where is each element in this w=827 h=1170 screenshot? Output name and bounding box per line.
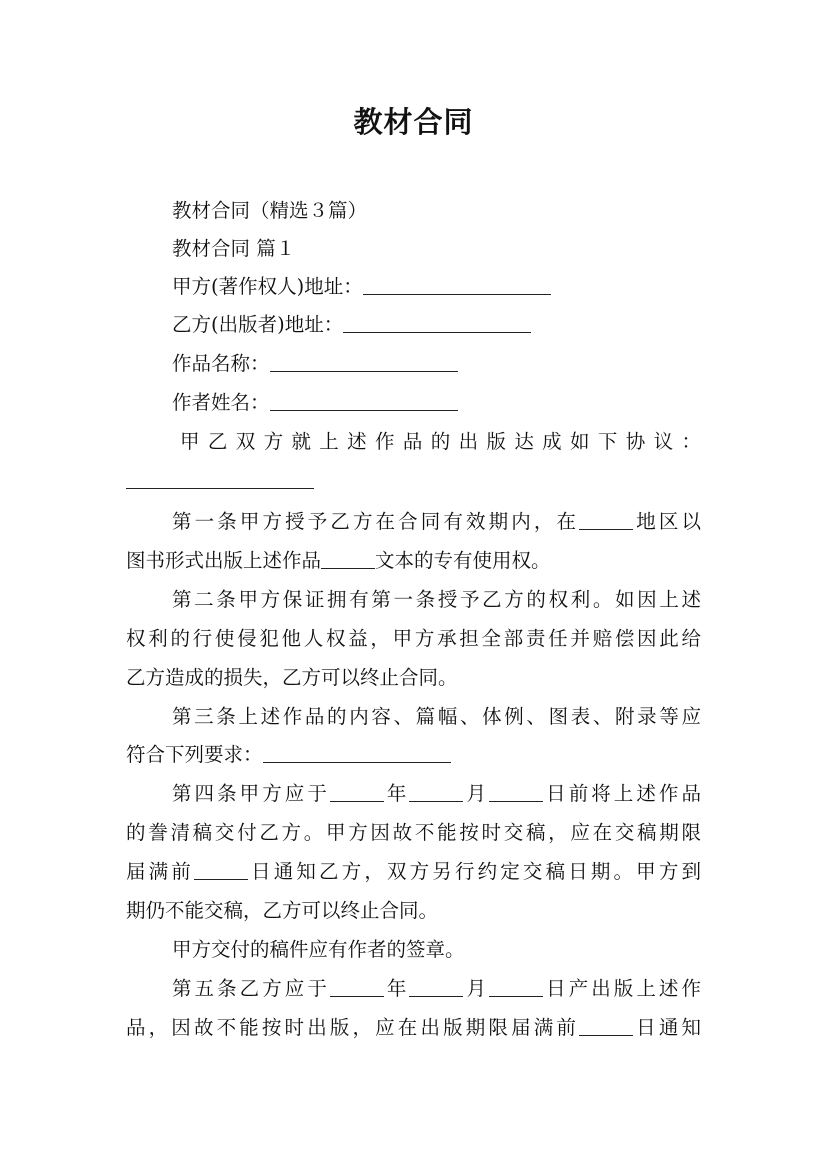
clause-1-line-2	[126, 542, 701, 580]
text: 第五条乙方应于	[172, 977, 330, 1000]
signature-note-line	[126, 931, 747, 969]
text: 教材合同（精选３篇）	[172, 199, 368, 222]
text: 第四条甲方应于	[172, 782, 330, 805]
clause-4-line-3	[126, 853, 701, 891]
clause-4-line-2	[126, 814, 701, 852]
text: 月	[463, 782, 490, 805]
clause-2-line-1	[126, 581, 701, 619]
blank-field	[263, 740, 451, 763]
work-name-line	[126, 345, 747, 383]
text: 第三条上述作品的内容、篇幅、体例、图表、附录等应	[172, 705, 701, 728]
text: 教材合同 篇１	[172, 237, 296, 260]
text: 乙方(出版者)地址：	[172, 313, 344, 336]
text: 甲方交付的稿件应有作者的签章。	[172, 938, 465, 961]
party-a-address-line	[126, 268, 747, 306]
text: 作者姓名：	[172, 391, 270, 414]
blank-field	[409, 974, 463, 997]
text: 文本的专有使用权。	[375, 549, 551, 572]
blank-field	[194, 857, 248, 880]
text: 日前将上述作品	[543, 782, 701, 805]
party-b-address-line	[126, 306, 747, 344]
text: 届满前	[126, 860, 194, 883]
text: 年	[383, 782, 410, 805]
section-heading	[126, 230, 747, 268]
blank-field	[409, 779, 463, 802]
text: 甲方(著作权人)地址：	[172, 275, 363, 298]
clause-3-line-2	[126, 736, 701, 774]
text: 甲乙双方就上述作品的出版达成如下协议：	[180, 430, 701, 453]
document-title: 教材合同	[353, 105, 474, 139]
text: 的誊清稿交付乙方。甲方因故不能按时交稿，应在交稿期限	[126, 821, 701, 844]
blank-field	[270, 349, 458, 372]
blank-field	[363, 272, 551, 295]
text: 月	[463, 977, 490, 1000]
text: 权利的行使侵犯他人权益，甲方承担全部责任并赔偿因此给	[126, 627, 701, 650]
blank-field	[489, 974, 543, 997]
blank-field	[270, 388, 458, 411]
clause-5-line-1	[126, 970, 701, 1008]
text: 图书形式出版上述作品	[126, 549, 322, 572]
blank-field	[330, 974, 384, 997]
blank-field	[321, 546, 375, 569]
blank-field	[579, 507, 633, 530]
clause-3-line-1	[126, 698, 701, 736]
blank-field	[330, 779, 384, 802]
text: 日通知乙方，双方另行约定交稿日期。甲方到	[247, 860, 701, 883]
text: 第二条甲方保证拥有第一条授予乙方的权利。如因上述	[172, 588, 701, 611]
blank-field	[126, 466, 314, 489]
text: 第一条甲方授予乙方在合同有效期内，在	[172, 510, 580, 533]
blank-line	[126, 462, 701, 500]
text: 作品名称：	[172, 352, 270, 375]
text: 日通知	[633, 1016, 701, 1039]
text: 品，因故不能按时出版，应在出版期限届满前	[126, 1016, 580, 1039]
text: 日产出版上述作	[543, 977, 701, 1000]
clause-2-line-2	[126, 620, 701, 658]
text: 地区以	[633, 510, 701, 533]
text: 乙方造成的损失，乙方可以终止合同。	[126, 666, 458, 689]
blank-field	[343, 310, 531, 333]
blank-field	[489, 779, 543, 802]
text: 符合下列要求：	[126, 743, 263, 766]
clause-4-line-1	[126, 775, 701, 813]
clause-2-line-3	[126, 659, 701, 697]
text: 期仍不能交稿，乙方可以终止合同。	[126, 899, 439, 922]
clause-4-line-4	[126, 892, 701, 930]
agreement-intro-line	[126, 423, 701, 461]
author-name-line	[126, 384, 747, 422]
subtitle-line	[126, 192, 747, 230]
clause-5-line-2	[126, 1009, 701, 1047]
blank-field	[579, 1013, 633, 1036]
text: 年	[383, 977, 410, 1000]
clause-1-line-1	[126, 503, 701, 541]
